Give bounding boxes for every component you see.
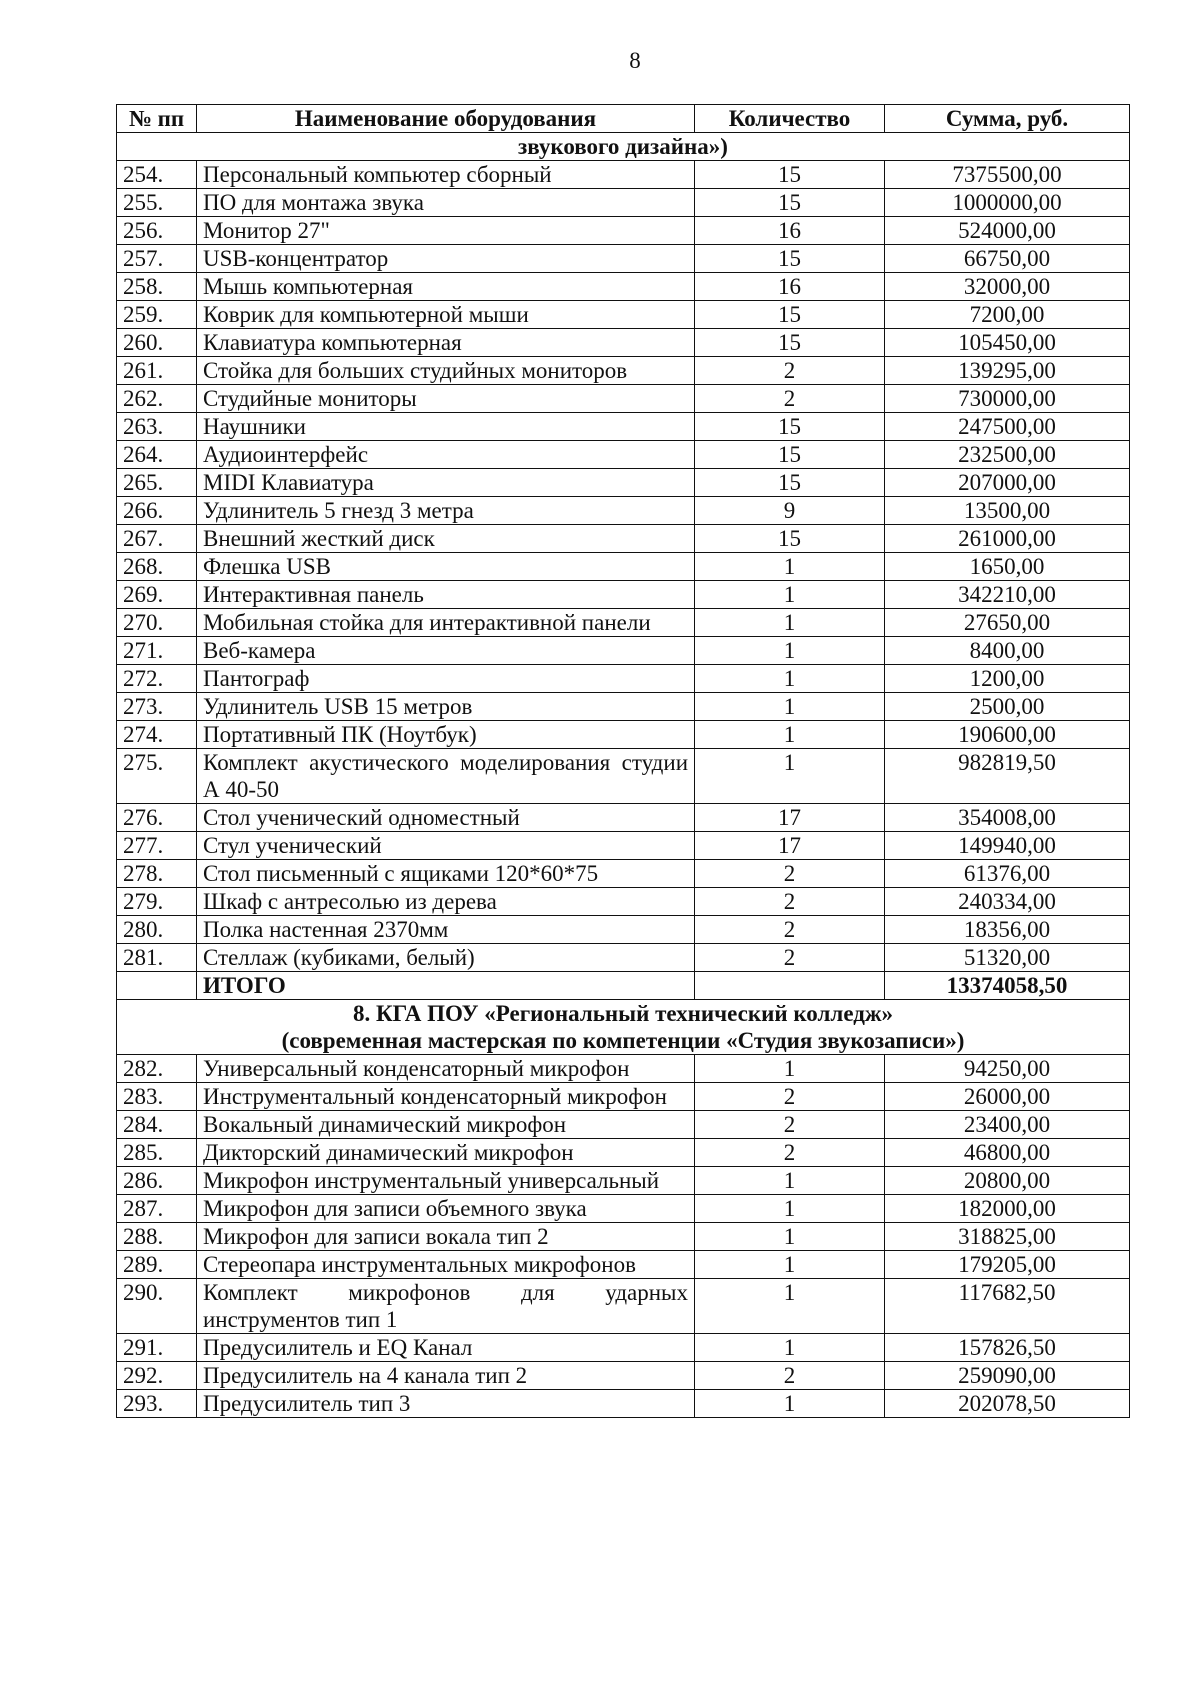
item-sum: 27650,00 [885,609,1130,637]
item-sum: 7375500,00 [885,161,1130,189]
item-sum: 139295,00 [885,357,1130,385]
item-sum: 23400,00 [885,1111,1130,1139]
table-row [117,189,1130,217]
item-quantity: 1 [695,609,885,637]
table-row [117,245,1130,273]
item-name: Дикторский динамический микрофон [197,1139,695,1167]
table-header-row [117,105,1130,133]
section-heading [117,1000,1130,1055]
item-quantity: 16 [695,273,885,301]
total-row [117,972,1130,1000]
header-name: Наименование оборудования [197,105,695,133]
item-quantity: 1 [695,581,885,609]
table-row [117,832,1130,860]
item-name: Вокальный динамический микрофон [197,1111,695,1139]
row-number: 282. [117,1055,197,1083]
table-row [117,161,1130,189]
table-row [117,1167,1130,1195]
item-quantity: 1 [695,721,885,749]
row-number: 278. [117,860,197,888]
item-name: Персональный компьютер сборный [197,161,695,189]
table-row [117,1139,1130,1167]
section-heading-line1: 8. КГА ПОУ «Региональный технический колледж» [352,1001,894,1026]
row-number: 292. [117,1362,197,1390]
table-row [117,301,1130,329]
item-quantity: 15 [695,329,885,357]
item-sum: 247500,00 [885,413,1130,441]
item-sum: 354008,00 [885,804,1130,832]
row-number: 281. [117,944,197,972]
item-sum: 342210,00 [885,581,1130,609]
table-row [117,1390,1130,1418]
table-row [117,1195,1130,1223]
table-row [117,637,1130,665]
table-row [117,749,1130,804]
item-quantity: 1 [695,1334,885,1362]
equipment-table [116,104,1130,1418]
row-number: 257. [117,245,197,273]
item-sum: 18356,00 [885,916,1130,944]
row-number: 284. [117,1111,197,1139]
item-name: ПО для монтажа звука [197,189,695,217]
item-name: Стеллаж (кубиками, белый) [197,944,695,972]
row-number: 265. [117,469,197,497]
table-row [117,860,1130,888]
item-sum: 2500,00 [885,693,1130,721]
row-number: 266. [117,497,197,525]
item-name: Аудиоинтерфейс [197,441,695,469]
item-name: Внешний жесткий диск [197,525,695,553]
item-sum: 105450,00 [885,329,1130,357]
row-number: 258. [117,273,197,301]
table-row [117,665,1130,693]
item-sum: 524000,00 [885,217,1130,245]
table-body-section-b [117,1055,1130,1418]
item-quantity: 1 [695,693,885,721]
table-row [117,721,1130,749]
row-number: 285. [117,1139,197,1167]
row-number: 277. [117,832,197,860]
item-name: Микрофон для записи вокала тип 2 [197,1223,695,1251]
item-quantity: 2 [695,1139,885,1167]
item-quantity: 1 [695,665,885,693]
item-name: Пантограф [197,665,695,693]
row-number: 256. [117,217,197,245]
table-row [117,441,1130,469]
item-name: Веб-камера [197,637,695,665]
item-sum: 190600,00 [885,721,1130,749]
row-number: 255. [117,189,197,217]
total-num-cell [117,972,197,1000]
item-sum: 261000,00 [885,525,1130,553]
row-number: 263. [117,413,197,441]
table-row [117,1223,1130,1251]
item-name: Предусилитель на 4 канала тип 2 [197,1362,695,1390]
table-row [117,1279,1130,1334]
page-number: 8 [629,48,641,73]
item-quantity: 15 [695,525,885,553]
item-quantity: 15 [695,161,885,189]
item-name: Удлинитель USB 15 метров [197,693,695,721]
table-row [117,1055,1130,1083]
table-row [117,385,1130,413]
item-sum: 20800,00 [885,1167,1130,1195]
table-row [117,553,1130,581]
item-sum: 182000,00 [885,1195,1130,1223]
item-name: Портативный ПК (Ноутбук) [197,721,695,749]
item-sum: 1200,00 [885,665,1130,693]
item-name: Стол ученический одноместный [197,804,695,832]
row-number: 291. [117,1334,197,1362]
item-name: Удлинитель 5 гнезд 3 метра [197,497,695,525]
table-body-section-a [117,133,1130,972]
item-quantity: 2 [695,860,885,888]
item-sum: 7200,00 [885,301,1130,329]
item-sum: 259090,00 [885,1362,1130,1390]
item-quantity: 2 [695,944,885,972]
item-quantity: 15 [695,301,885,329]
item-quantity: 2 [695,357,885,385]
item-sum: 207000,00 [885,469,1130,497]
table-row [117,609,1130,637]
item-sum: 13500,00 [885,497,1130,525]
item-quantity: 15 [695,413,885,441]
row-number: 288. [117,1223,197,1251]
item-sum: 157826,50 [885,1334,1130,1362]
item-quantity: 1 [695,1223,885,1251]
header-num: № пп [117,105,197,133]
item-sum: 1650,00 [885,553,1130,581]
item-name: Комплект микрофонов для ударных инструментов тип 1 [197,1279,695,1334]
item-quantity: 1 [695,1251,885,1279]
item-name: USB-концентратор [197,245,695,273]
item-name: Стул ученический [197,832,695,860]
row-number: 286. [117,1167,197,1195]
row-number: 269. [117,581,197,609]
row-number: 280. [117,916,197,944]
row-number: 262. [117,385,197,413]
total-label: ИТОГО [197,972,695,1000]
item-quantity: 2 [695,888,885,916]
table-row [117,413,1130,441]
item-quantity: 2 [695,385,885,413]
row-number: 290. [117,1279,197,1334]
item-quantity: 2 [695,1111,885,1139]
row-number: 260. [117,329,197,357]
total-sum: 13374058,50 [885,972,1130,1000]
item-name: Мышь компьютерная [197,273,695,301]
item-sum: 117682,50 [885,1279,1130,1334]
item-name: Инструментальный конденсаторный микрофон [197,1083,695,1111]
item-quantity: 15 [695,189,885,217]
continuation-row [117,133,1130,161]
table-row [117,581,1130,609]
item-quantity: 1 [695,553,885,581]
row-number: 293. [117,1390,197,1418]
item-sum: 1000000,00 [885,189,1130,217]
table-total-section [117,972,1130,1055]
item-quantity: 1 [695,749,885,804]
table-row [117,804,1130,832]
item-sum: 179205,00 [885,1251,1130,1279]
item-quantity: 2 [695,916,885,944]
continuation-text: звукового дизайна») [117,133,1130,161]
item-sum: 26000,00 [885,1083,1130,1111]
table-row [117,1083,1130,1111]
item-name: Интерактивная панель [197,581,695,609]
item-quantity: 15 [695,245,885,273]
table-row [117,888,1130,916]
item-sum: 66750,00 [885,245,1130,273]
item-quantity: 15 [695,469,885,497]
table-row [117,357,1130,385]
row-number: 274. [117,721,197,749]
item-name: Клавиатура компьютерная [197,329,695,357]
item-name: Студийные мониторы [197,385,695,413]
table-row [117,497,1130,525]
item-sum: 8400,00 [885,637,1130,665]
item-quantity: 2 [695,1362,885,1390]
table-row [117,693,1130,721]
item-sum: 149940,00 [885,832,1130,860]
item-sum: 46800,00 [885,1139,1130,1167]
row-number: 259. [117,301,197,329]
row-number: 272. [117,665,197,693]
table-row [117,916,1130,944]
item-sum: 730000,00 [885,385,1130,413]
item-name: Предусилитель и EQ Канал [197,1334,695,1362]
item-quantity: 1 [695,1167,885,1195]
table-row [117,1334,1130,1362]
item-name: Предусилитель тип 3 [197,1390,695,1418]
item-quantity: 17 [695,804,885,832]
item-quantity: 17 [695,832,885,860]
item-quantity: 1 [695,1195,885,1223]
row-number: 279. [117,888,197,916]
table-row [117,329,1130,357]
item-quantity: 15 [695,441,885,469]
row-number: 267. [117,525,197,553]
table-row [117,944,1130,972]
item-name: Мобильная стойка для интерактивной панели [197,609,695,637]
row-number: 264. [117,441,197,469]
row-number: 254. [117,161,197,189]
item-name: Стереопара инструментальных микрофонов [197,1251,695,1279]
section-heading-row [117,1000,1130,1055]
item-name: Наушники [197,413,695,441]
item-quantity: 1 [695,637,885,665]
item-name: Универсальный конденсаторный микрофон [197,1055,695,1083]
item-name: MIDI Клавиатура [197,469,695,497]
section-heading-line2: (современная мастерская по компетенции «Студия звукозаписи») [281,1028,965,1053]
item-name: Микрофон инструментальный универсальный [197,1167,695,1195]
item-sum: 51320,00 [885,944,1130,972]
item-sum: 61376,00 [885,860,1130,888]
item-quantity: 2 [695,1083,885,1111]
item-sum: 240334,00 [885,888,1130,916]
item-sum: 318825,00 [885,1223,1130,1251]
item-quantity: 1 [695,1055,885,1083]
item-name: Комплект акустического моделирования студии А 40-50 [197,749,695,804]
table-row [117,217,1130,245]
item-name: Монитор 27" [197,217,695,245]
item-sum: 982819,50 [885,749,1130,804]
item-name: Стол письменный с ящиками 120*60*75 [197,860,695,888]
item-name: Полка настенная 2370мм [197,916,695,944]
row-number: 287. [117,1195,197,1223]
item-sum: 32000,00 [885,273,1130,301]
item-name: Шкаф с антресолью из дерева [197,888,695,916]
row-number: 271. [117,637,197,665]
row-number: 283. [117,1083,197,1111]
table-row [117,1251,1130,1279]
table-row [117,469,1130,497]
item-quantity: 1 [695,1279,885,1334]
item-sum: 232500,00 [885,441,1130,469]
row-number: 268. [117,553,197,581]
row-number: 275. [117,749,197,804]
item-quantity: 9 [695,497,885,525]
item-quantity: 1 [695,1390,885,1418]
item-name: Стойка для больших студийных мониторов [197,357,695,385]
table-row [117,525,1130,553]
item-quantity: 16 [695,217,885,245]
row-number: 261. [117,357,197,385]
row-number: 270. [117,609,197,637]
header-qty: Количество [695,105,885,133]
header-sum: Сумма, руб. [885,105,1130,133]
item-name: Коврик для компьютерной мыши [197,301,695,329]
item-name: Микрофон для записи объемного звука [197,1195,695,1223]
table-row [117,1362,1130,1390]
item-name: Флешка USB [197,553,695,581]
row-number: 273. [117,693,197,721]
row-number: 276. [117,804,197,832]
item-sum: 202078,50 [885,1390,1130,1418]
row-number: 289. [117,1251,197,1279]
total-qty-cell [695,972,885,1000]
table-row [117,273,1130,301]
table-row [117,1111,1130,1139]
item-sum: 94250,00 [885,1055,1130,1083]
